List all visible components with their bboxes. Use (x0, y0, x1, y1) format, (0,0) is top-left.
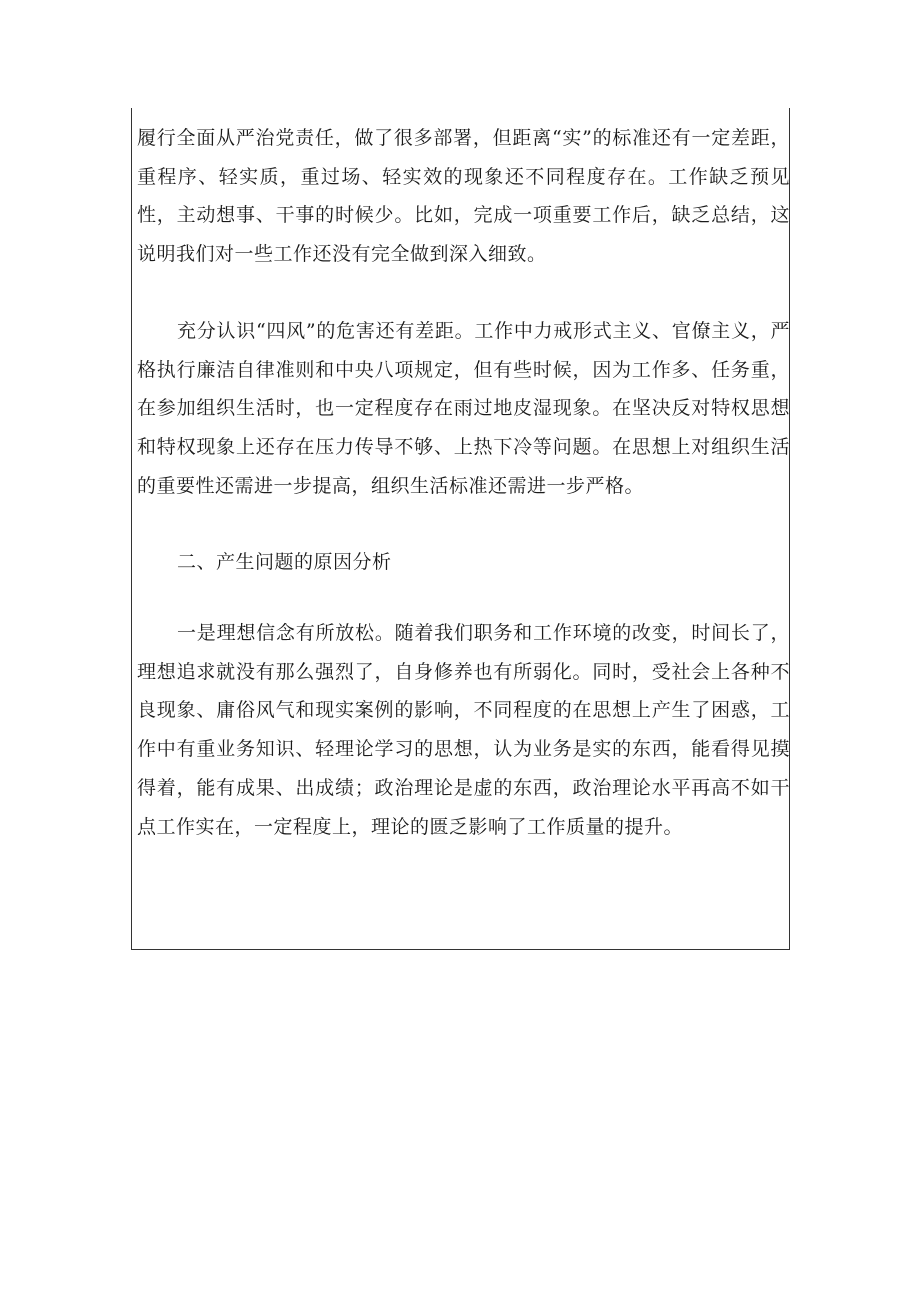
paragraph-2: 充分认识“四风”的危害还有差距。工作中力戒形式主义、官僚主义，严格执行廉洁自律准则和中央八项规定，但有些时候，因为工作多、任务重，在参加组织生活时，也一定程度存在雨过地皮湿现象。在坚决反对特权思想和特权现象上还存在压力传导不够、上热下冷等问题。在思想上对组织生活的重要性还需进一步提高，组织生活标准还需进一步严格。 (137, 319, 790, 497)
section-heading: 二、产生问题的原因分析 (177, 551, 392, 574)
paragraph-spacer (137, 582, 790, 614)
document-body (137, 119, 790, 846)
paragraph-3: 一是理想信念有所放松。随着我们职务和工作环境的改变，时间长了，理想追求就没有那么强烈了，自身修养也有所弱化。同时，受社会上各种不良现象、庸俗风气和现实案例的影响，不同程度的在思想上产生了困惑，工作中有重业务知识、轻理论学习的思想，认为业务是实的东西，能看得见摸得着，能有成果、出成绩；政治理论是虚的东西，政治理论水平再高不如干点工作实在，一定程度上，理论的匮乏影响了工作质量的提升。 (137, 622, 790, 838)
paragraph-spacer (137, 505, 790, 543)
paragraph-spacer (137, 274, 790, 312)
paragraph-1: 履行全面从严治党责任，做了很多部署，但距离“实”的标准还有一定差距，重程序、轻实质，重过场、轻实效的现象还不同程度存在。工作缺乏预见性，主动想事、干事的时候少。比如，完成一项重要工作后，缺乏总结，这说明我们对一些工作还没有完全做到深入细致。 (137, 127, 790, 266)
